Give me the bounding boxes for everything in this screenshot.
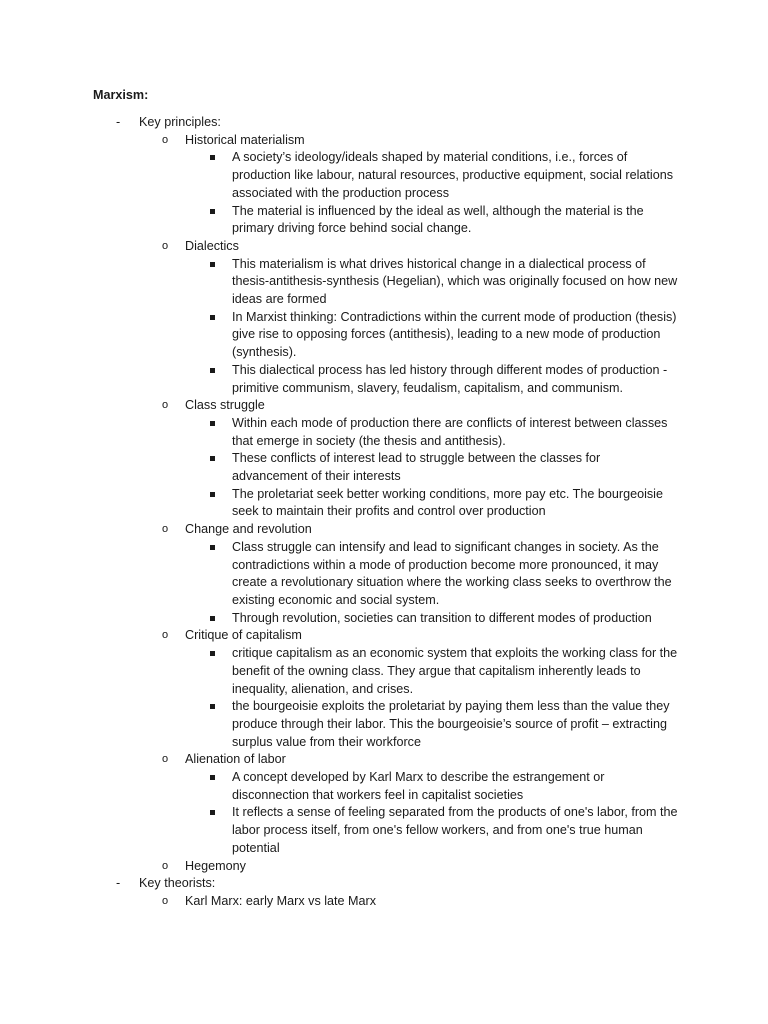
square-bullet-icon bbox=[210, 368, 215, 373]
list-item-level-2 bbox=[0, 858, 768, 876]
square-bullet-icon bbox=[210, 810, 215, 815]
list-item-text: The material is influenced by the ideal as well, although the material is the primary driving force behind social change. bbox=[232, 203, 644, 236]
list-item-level-3 bbox=[0, 645, 768, 698]
list-item-text: Key theorists: bbox=[139, 876, 216, 891]
list-item-text: Class struggle bbox=[185, 398, 265, 413]
square-bullet-icon bbox=[210, 775, 215, 780]
list-item-level-3 bbox=[0, 769, 768, 804]
list-item-level-3 bbox=[0, 415, 768, 450]
list-item-level-2 bbox=[0, 521, 768, 539]
circle-bullet-icon: o bbox=[162, 859, 169, 872]
list-item-text: Critique of capitalism bbox=[185, 628, 302, 643]
circle-bullet-icon: o bbox=[162, 239, 169, 252]
list-item-level-2 bbox=[0, 238, 768, 256]
list-item-level-1 bbox=[0, 875, 768, 893]
square-bullet-icon bbox=[210, 421, 215, 426]
circle-bullet-icon: o bbox=[162, 523, 169, 536]
list-item-level-3 bbox=[0, 362, 768, 397]
list-item-level-3 bbox=[0, 804, 768, 857]
circle-bullet-icon: o bbox=[162, 629, 169, 642]
list-item-text: critique capitalism as an economic system that exploits the working class for the benefit of the owning class. They argue that capitalism inherently leads to inequality, alienation, and crises. bbox=[232, 646, 678, 696]
dash-bullet-icon: - bbox=[116, 115, 121, 129]
list-item-text: Hegemony bbox=[185, 858, 246, 873]
list-item-text: Change and revolution bbox=[185, 522, 312, 537]
list-item-level-2 bbox=[0, 751, 768, 769]
list-item-text: Through revolution, societies can transition to different modes of production bbox=[232, 610, 652, 625]
square-bullet-icon bbox=[210, 704, 215, 709]
circle-bullet-icon: o bbox=[162, 399, 169, 412]
list-item-text: It reflects a sense of feeling separated from the products of one's labor, from the labor process itself, from one's fellow workers, and from one's true human potential bbox=[232, 805, 678, 855]
square-bullet-icon bbox=[210, 209, 215, 214]
square-bullet-icon bbox=[210, 651, 215, 656]
list-item-level-3 bbox=[0, 203, 768, 238]
list-item-text: Within each mode of production there are conflicts of interest between classes that emerge in society (the thesis and antithesis). bbox=[232, 415, 668, 448]
list-item-level-3 bbox=[0, 698, 768, 751]
dash-bullet-icon: - bbox=[116, 876, 121, 891]
list-item-level-2 bbox=[0, 627, 768, 645]
list-item-level-3 bbox=[0, 539, 768, 610]
list-item-text: Class struggle can intensify and lead to significant changes in society. As the contradictions within a mode of production become more pronounced, it may create a revolutionary situation where the working class seeks to overthrow the existing economic and social system. bbox=[232, 539, 672, 607]
circle-bullet-icon: o bbox=[162, 894, 169, 907]
list-item-level-2 bbox=[0, 397, 768, 415]
list-item-text: Dialectics bbox=[185, 238, 239, 253]
list-item-level-2 bbox=[0, 132, 768, 150]
list-item-text: Karl Marx: early Marx vs late Marx bbox=[185, 893, 377, 908]
list-item-text: A society’s ideology/ideals shaped by material conditions, i.e., forces of production like labour, natural resources, productive equipment, social relations associated with the production process bbox=[232, 150, 674, 200]
list-item-level-2 bbox=[0, 893, 768, 911]
square-bullet-icon bbox=[210, 315, 215, 320]
list-item-text: the bourgeoisie exploits the proletariat by paying them less than the value they produce through their labor. This the bourgeoisie’s source of profit – extracting surplus value from their workforce bbox=[232, 699, 670, 749]
list-item-text: Alienation of labor bbox=[185, 752, 286, 767]
outline-list bbox=[0, 114, 768, 911]
square-bullet-icon bbox=[210, 155, 215, 160]
list-item-text: This dialectical process has led history through different modes of production - primitive communism, slavery, feudalism, capitalism, and communism. bbox=[232, 362, 668, 395]
square-bullet-icon bbox=[210, 456, 215, 461]
list-item-level-1 bbox=[0, 114, 768, 132]
list-item-level-3 bbox=[0, 486, 768, 521]
document-title: Marxism: bbox=[93, 88, 149, 102]
list-item-text: Historical materialism bbox=[185, 132, 305, 147]
list-item-level-3 bbox=[0, 256, 768, 309]
square-bullet-icon bbox=[210, 262, 215, 267]
list-item-text: In Marxist thinking: Contradictions within the current mode of production (thesis) give rise to opposing forces (antithesis), leading to a new mode of production (synthesis). bbox=[232, 309, 677, 360]
list-item-level-3 bbox=[0, 309, 768, 362]
list-item-level-3 bbox=[0, 149, 768, 202]
list-item-text: These conflicts of interest lead to struggle between the classes for advancement of their interests bbox=[232, 451, 601, 484]
list-item-text: Key principles: bbox=[139, 115, 221, 129]
square-bullet-icon bbox=[210, 545, 215, 550]
list-item-level-3 bbox=[0, 610, 768, 628]
circle-bullet-icon: o bbox=[162, 133, 169, 146]
square-bullet-icon bbox=[210, 616, 215, 621]
list-item-text: This materialism is what drives historical change in a dialectical process of thesis-antithesis-synthesis (Hegelian), which was originally focused on how new ideas are formed bbox=[232, 256, 678, 307]
square-bullet-icon bbox=[210, 492, 215, 497]
list-item-level-3 bbox=[0, 450, 768, 485]
circle-bullet-icon: o bbox=[162, 753, 169, 766]
list-item-text: The proletariat seek better working conditions, more pay etc. The bourgeoisie seek to maintain their profits and control over production bbox=[232, 486, 663, 519]
list-item-text: A concept developed by Karl Marx to describe the estrangement or disconnection that workers feel in capitalist societies bbox=[232, 770, 605, 802]
